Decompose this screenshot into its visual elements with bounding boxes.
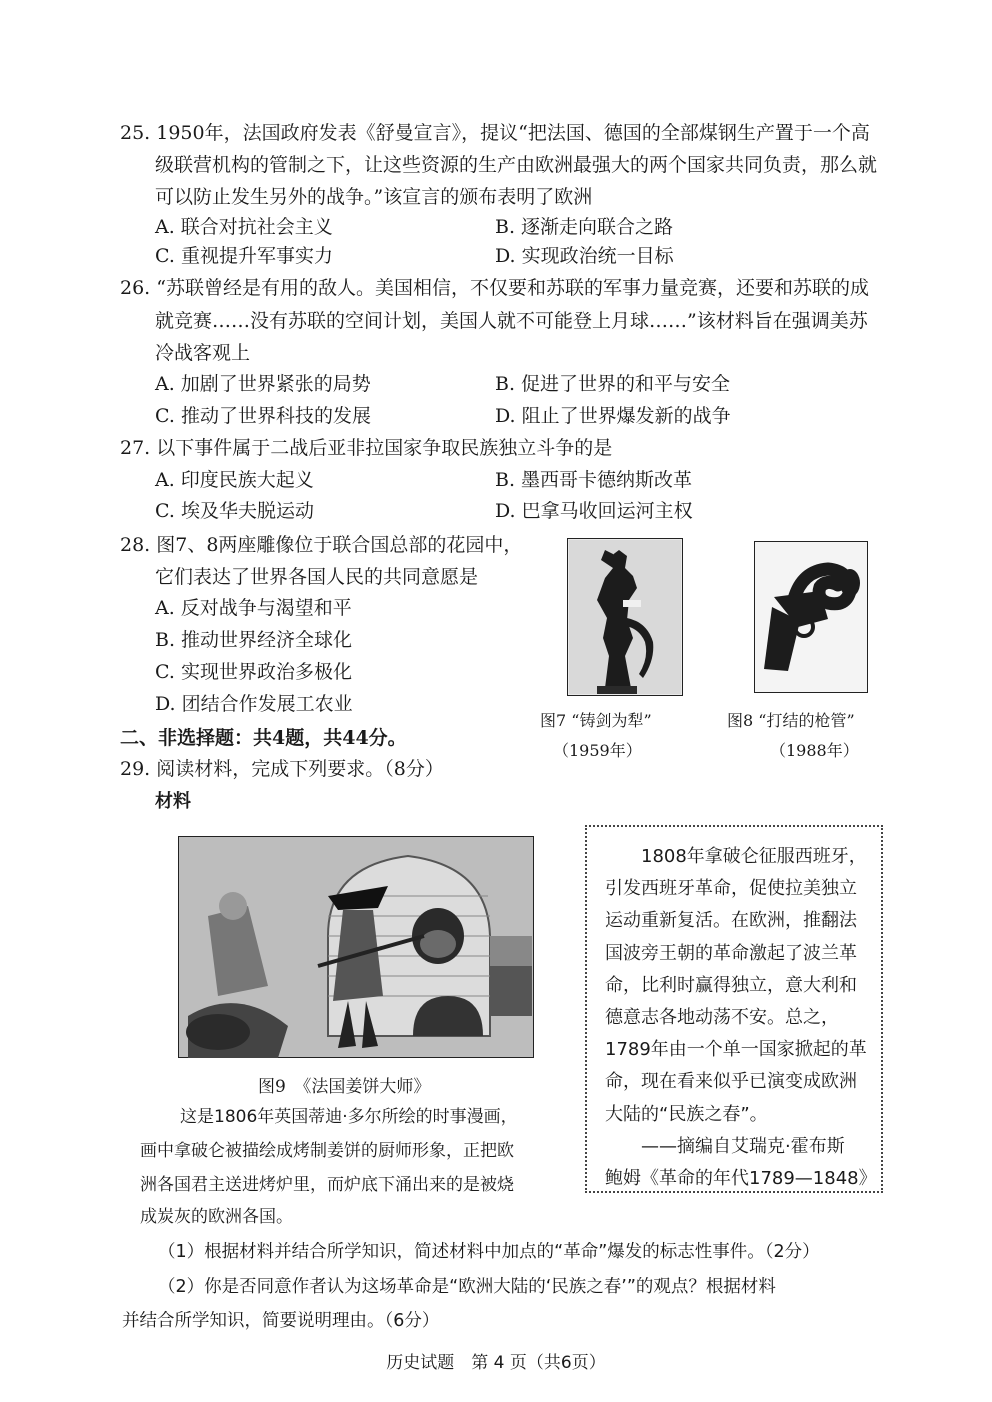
q26-line1: 26. “苏联曾经是有用的敌人。美国相信，不仅要和苏联的军事力量竞赛，还要和苏联的成 bbox=[120, 277, 869, 299]
q29-requirement-2-line2: 并结合所学知识，简要说明理由。（6分） bbox=[122, 1311, 440, 1331]
cartoon-description-line4: 成炭灰的欧洲各国。 bbox=[140, 1207, 293, 1227]
q25-option-b: B. 逐渐走向联合之路 bbox=[495, 216, 674, 238]
box-line: 1789年由一个单一国家掀起的革 bbox=[605, 1039, 867, 1061]
box-line: 命，现在看来似乎已演变成欧洲 bbox=[605, 1071, 857, 1093]
q26-option-c: C. 推动了世界科技的发展 bbox=[155, 405, 371, 427]
q28-option-b: B. 推动世界经济全球化 bbox=[155, 629, 353, 651]
q27-option-b: B. 墨西哥卡德纳斯改革 bbox=[495, 469, 693, 491]
material-text-box bbox=[585, 825, 883, 1193]
q28-line1: 28. 图7、8两座雕像位于联合国总部的花园中， bbox=[120, 534, 523, 556]
figure7-statue-image bbox=[567, 538, 683, 696]
box-line: ——摘编自艾瑞克·霍布斯 bbox=[605, 1135, 845, 1157]
figure8-year: （1988年） bbox=[770, 741, 859, 760]
q27-option-d: D. 巴拿马收回运河主权 bbox=[495, 500, 693, 522]
box-line: 运动重新复活。在欧洲，推翻法 bbox=[605, 910, 857, 932]
q29-requirement-2-line1: （2）你是否同意作者认为这场革命是“欧洲大陆的‘民族之春’”的观点？根据材料 bbox=[158, 1277, 776, 1297]
figure7-year: （1959年） bbox=[553, 741, 642, 760]
q28-option-a: A. 反对战争与渴望和平 bbox=[155, 597, 352, 619]
box-line: 命，比利时赢得独立，意大利和 bbox=[605, 974, 857, 996]
q29-line1: 29. 阅读材料，完成下列要求。（8分） bbox=[120, 758, 444, 780]
q26-line3: 冷战客观上 bbox=[155, 342, 251, 364]
q27-line1: 27. 以下事件属于二战后亚非拉国家争取民族独立斗争的是 bbox=[120, 437, 613, 459]
section2-heading: 二、非选择题：共4题，共44分。 bbox=[120, 727, 407, 749]
q27-option-a: A. 印度民族大起义 bbox=[155, 469, 314, 491]
page-footer: 历史试题 第 4 页（共6页） bbox=[386, 1353, 606, 1373]
cartoon-description-line2: 画中拿破仑被描绘成烤制姜饼的厨师形象，正把欧 bbox=[140, 1141, 514, 1161]
q29-requirement-1: （1）根据材料并结合所学知识，简述材料中加点的“革命”爆发的标志性事件。（2分） bbox=[158, 1242, 820, 1262]
box-line: 国波旁王朝的革命激起了波兰革 bbox=[605, 942, 857, 964]
q27-option-c: C. 埃及华夫脱运动 bbox=[155, 500, 314, 522]
q28-option-d: D. 团结合作发展工农业 bbox=[155, 693, 353, 715]
box-line: 引发西班牙革命，促使拉美独立 bbox=[605, 878, 857, 900]
box-line: 1808年拿破仑征服西班牙， bbox=[605, 846, 867, 867]
q25-line1: 25. 1950年，法国政府发表《舒曼宣言》，提议“把法国、德国的全部煤钢生产置于一个高 bbox=[120, 122, 870, 144]
q25-option-a: A. 联合对抗社会主义 bbox=[155, 216, 333, 238]
figure7-svg bbox=[567, 538, 683, 696]
q28-option-c: C. 实现世界政治多极化 bbox=[155, 661, 352, 683]
cartoon-description-line1: 这是1806年英国蒂迪·多尔所绘的时事漫画， bbox=[180, 1107, 518, 1127]
q26-option-d: D. 阻止了世界爆发新的战争 bbox=[495, 405, 731, 427]
figure8-caption: 图8 “打结的枪管” bbox=[727, 711, 855, 730]
figure8-knotted-gun-image bbox=[754, 541, 868, 693]
figure9-cartoon-image bbox=[178, 836, 534, 1058]
q25-option-d: D. 实现政治统一目标 bbox=[495, 245, 674, 267]
q28-line2: 它们表达了世界各国人民的共同意愿是 bbox=[155, 566, 479, 588]
q25-line2: 级联营机构的管制之下，让这些资源的生产由欧洲最强大的两个国家共同负责，那么就 bbox=[155, 154, 878, 176]
figure8-svg bbox=[754, 541, 868, 693]
figure9-svg bbox=[178, 836, 534, 1058]
q26-option-a: A. 加剧了世界紧张的局势 bbox=[155, 373, 371, 395]
box-line: 德意志各地动荡不安。总之， bbox=[605, 1007, 839, 1029]
material-label: 材料 bbox=[155, 791, 191, 812]
q25-line3: 可以防止发生另外的战争。”该宣言的颁布表明了欧洲 bbox=[155, 186, 593, 208]
cartoon-description-line3: 洲各国君主送进烤炉里，而炉底下涌出来的是被烧 bbox=[140, 1175, 514, 1195]
q25-option-c: C. 重视提升军事实力 bbox=[155, 245, 333, 267]
box-line: 鲍姆《革命的年代1789—1848》 bbox=[605, 1168, 877, 1190]
figure9-caption: 图9 《法国姜饼大师》 bbox=[258, 1077, 431, 1097]
q26-option-b: B. 促进了世界的和平与安全 bbox=[495, 373, 731, 395]
q26-line2: 就竞赛……没有苏联的空间计划，美国人就不可能登上月球……”该材料旨在强调美苏 bbox=[155, 310, 868, 332]
box-line: 大陆的“民族之春”。 bbox=[605, 1103, 768, 1125]
figure7-caption: 图7 “铸剑为犁” bbox=[540, 711, 652, 730]
